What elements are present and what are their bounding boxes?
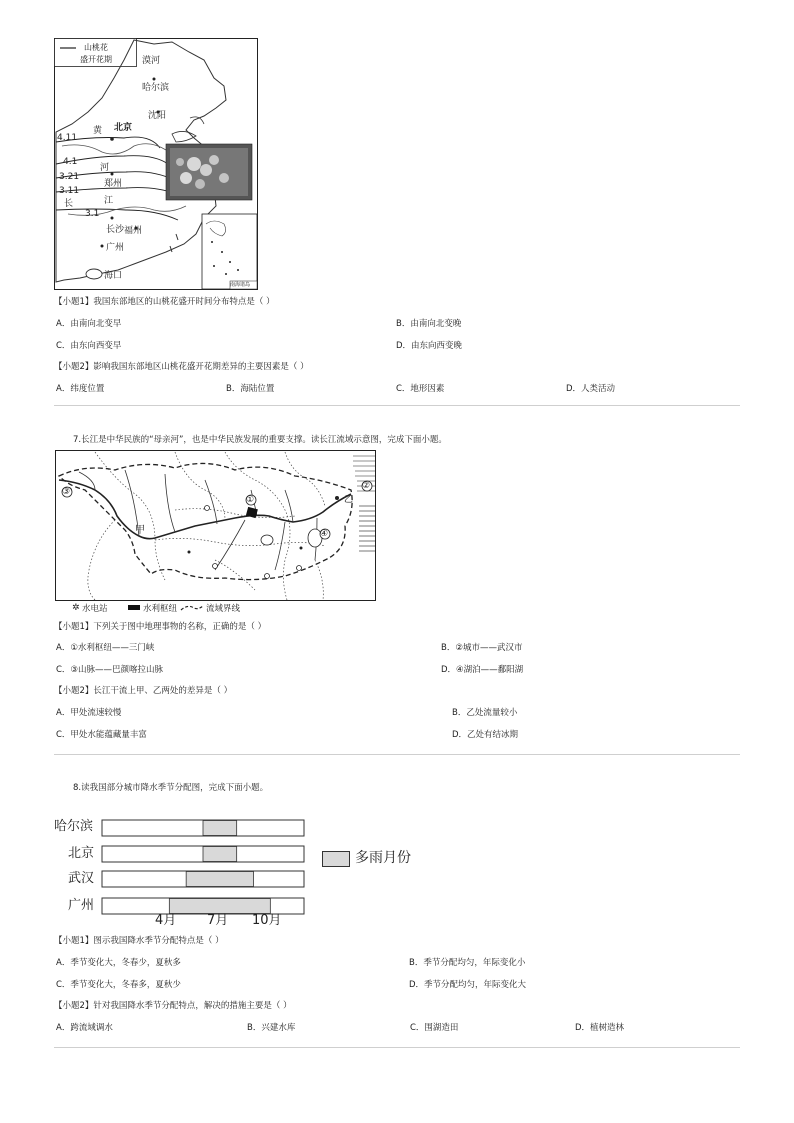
- city-label-guangzhou: 广州: [106, 243, 125, 253]
- city-label: 北京: [68, 846, 95, 861]
- legend-hydro-label: 水电站: [82, 604, 108, 614]
- city-label: 武汉: [68, 871, 95, 886]
- q8-sub2-option-b[interactable]: B．兴建水库: [247, 1023, 296, 1033]
- x-tick-label: 7月: [207, 913, 229, 928]
- q7-sub1-option-b[interactable]: B．②城市——武汉市: [441, 643, 523, 653]
- q6-sub2-option-b[interactable]: B．海陆位置: [226, 384, 275, 394]
- legend-label-line2: 盛开花期: [80, 55, 112, 64]
- river-label-chang2: 江: [104, 196, 114, 206]
- inset-label: 南海诸岛: [230, 282, 251, 288]
- river-label-huang2: 河: [100, 163, 110, 173]
- isochrone-date-5: 3.1: [85, 209, 100, 219]
- city-label: 哈尔滨: [54, 819, 94, 834]
- section-divider: [54, 405, 740, 406]
- q6-sub1-option-c[interactable]: C．由东向西变早: [56, 341, 122, 351]
- rain-bars-svg: [48, 814, 428, 934]
- dam-icon: [128, 605, 140, 610]
- q8-sub2-stem: 【小题2】针对我国降水季节分配特点，解决的措施主要是（ ）: [54, 1001, 292, 1011]
- x-tick-label: 4月: [155, 913, 177, 928]
- marker-1: ①: [246, 495, 255, 505]
- q8-sub1-option-d[interactable]: D．季节分配均匀，年际变化大: [409, 980, 527, 990]
- river-label-huang1: 黄: [93, 126, 103, 136]
- q8-sub1-option-c[interactable]: C．季节变化大，冬春多，夏秋少: [56, 980, 181, 990]
- city-label-changsha: 长沙: [106, 225, 125, 235]
- section-divider: [54, 1047, 740, 1048]
- city-label-harbin: 哈尔滨: [142, 83, 170, 93]
- label-jia: 甲: [135, 525, 145, 536]
- hydro-station-icon: ✲: [72, 603, 80, 613]
- q8-sub2-option-d[interactable]: D．植树造林: [575, 1023, 625, 1033]
- river-label-chang1: 长: [64, 199, 74, 209]
- legend-swatch: [322, 851, 350, 867]
- q7-sub1-option-a[interactable]: A．①水利枢纽——三门峡: [56, 643, 155, 653]
- q7-intro: 7.长江是中华民族的“母亲河”，也是中华民族发展的重要支撑。读长江流域示意图，完成下面小题。: [73, 435, 447, 445]
- q7-sub2-option-b[interactable]: B．乙处流量较小: [452, 708, 518, 718]
- q8-sub2-option-a[interactable]: A．跨流域调水: [56, 1023, 113, 1033]
- q8-sub1-stem: 【小题1】图示我国降水季节分配特点是（ ）: [54, 936, 224, 946]
- section-divider: [54, 754, 740, 755]
- boundary-line-icon: [180, 604, 204, 612]
- q7-sub1-option-c[interactable]: C．③山脉——巴颜喀拉山脉: [56, 665, 164, 675]
- q6-sub1-option-a[interactable]: A．由南向北变早: [56, 319, 122, 329]
- city-label: 广州: [68, 898, 95, 913]
- yangtze-basin-map: [55, 450, 377, 602]
- marker-4: ④: [320, 529, 329, 539]
- q7-sub2-stem: 【小题2】长江干流上甲、乙两处的差异是（ ）: [54, 686, 233, 696]
- legend-dam-label: 水利枢纽: [143, 604, 178, 614]
- q8-sub1-option-a[interactable]: A．季节变化大，冬春少，夏秋多: [56, 958, 181, 968]
- legend-label-line1: 山桃花: [84, 43, 108, 52]
- rain-season-chart: [48, 814, 428, 934]
- q6-sub1-option-d[interactable]: D．由东向西变晚: [396, 341, 463, 351]
- marker-2: ②: [362, 481, 371, 491]
- legend-boundary-label: 流域界线: [206, 604, 241, 614]
- q6-sub2-stem: 【小题2】影响我国东部地区山桃花盛开花期差异的主要因素是（ ）: [54, 362, 309, 372]
- isochrone-date-2: 4.1: [63, 157, 78, 167]
- city-label-beijing: 北京: [114, 123, 133, 133]
- q6-sub2-option-a[interactable]: A．纬度位置: [56, 384, 105, 394]
- rainy-months-bar: [203, 821, 237, 836]
- q7-sub2-option-c[interactable]: C．甲处水能蕴藏量丰富: [56, 730, 147, 740]
- x-tick-label: 10月: [252, 913, 282, 928]
- legend-label: 多雨月份: [355, 850, 411, 866]
- q8-sub2-option-c[interactable]: C．围湖造田: [410, 1023, 459, 1033]
- q7-sub2-option-a[interactable]: A．甲处流速较慢: [56, 708, 122, 718]
- city-label-mohe: 漠河: [142, 56, 161, 66]
- q6-sub2-option-c[interactable]: C．地形因素: [396, 384, 445, 394]
- q6-sub1-stem: 【小题1】我国东部地区的山桃花盛开时间分布特点是（ ）: [54, 297, 275, 307]
- q7-sub1-stem: 【小题1】下列关于图中地理事物的名称，正确的是（ ）: [54, 622, 267, 632]
- q6-sub1-option-b[interactable]: B．由南向北变晚: [396, 319, 462, 329]
- peach-blossom-map: [54, 38, 258, 290]
- city-label-shenyang: 沈阳: [148, 111, 167, 121]
- city-label-zhengzhou: 郑州: [104, 179, 123, 189]
- marker-3: ③: [62, 487, 71, 497]
- city-label-fuzhou: 福州: [124, 226, 143, 236]
- q6-sub2-option-d[interactable]: D．人类活动: [566, 384, 616, 394]
- q7-sub2-option-d[interactable]: D．乙处有结冰期: [452, 730, 519, 740]
- rainy-months-bar: [186, 872, 253, 887]
- q8-sub1-option-b[interactable]: B．季节分配均匀，年际变化小: [409, 958, 526, 968]
- isochrone-date-4: 3.11: [59, 186, 80, 196]
- city-label-haikou: 海口: [104, 271, 123, 281]
- isochrone-date-1: 4.11: [57, 133, 78, 143]
- isochrone-date-3: 3.21: [59, 172, 80, 182]
- q8-intro: 8.读我国部分城市降水季节分配图，完成下面小题。: [73, 783, 269, 793]
- label-yi: 乙: [344, 495, 354, 505]
- q7-sub1-option-d[interactable]: D．④湖泊——鄱阳湖: [441, 665, 524, 675]
- rainy-months-bar: [203, 847, 237, 862]
